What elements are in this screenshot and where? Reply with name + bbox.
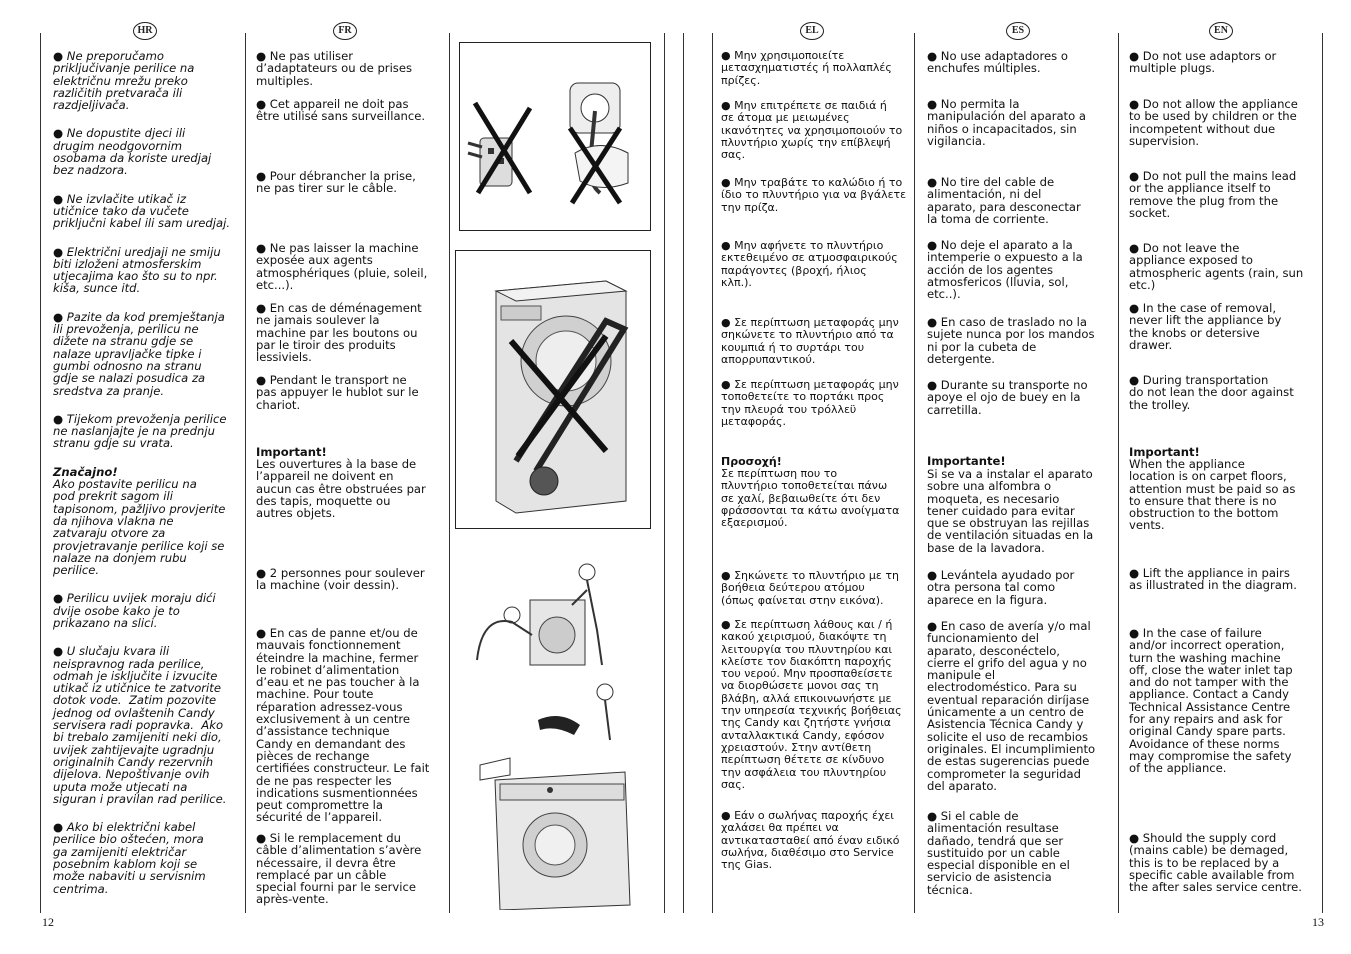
fr-paragraph: ● En cas de panne et/ou de mauvais fonctionnement éteindre la machine, fermer le robinet d’alimentation d’eau et ne pas toucher à la machine. Pour toute réparation adressez-vous exclusivement à un centre d’assistance technique Candy en demandant des pièces de rechange certifiées constructeur. Le fait de ne pas respecter les indications susmentionnées peut compromettre la sécurité de l’appareil.	[256, 626, 430, 825]
column-hr	[53, 50, 243, 895]
service-call-icon	[470, 680, 640, 910]
es-paragraph: ● Si el cable de alimentación resultase dañado, tendrá que ser sustituido por un cable especial disponible en el servicio de asistencia técnica.	[927, 809, 1070, 897]
en-paragraph: ● During transportation do not lean the door against the trolley.	[1129, 373, 1294, 412]
hr-important-text: Ako postavite perilicu na pod prekrit sagom ili tapisonom, pažljivo provjerite da njihova vlakna ne zatvaraju otvore za provjetravanje perilice koji se nalaze na donjem rubu perilice.	[53, 477, 226, 578]
fr-paragraph: ● Pour débrancher la prise, ne pas tirer sur le câble.	[256, 169, 416, 196]
hr-paragraph: ● U slučaju kvara ili neispravnog rada perilice, odmah je isključite i izvucite utikač iz utičnice te zatvorite dotok vode. Zatim pozovite jednog od ovlaštenih Candy servisera radi popravka. Ako bi trebalo zamijeniti neki dio, uvijek zahtijevajte ugradnju originalnih Candy rezervnih dijelova. Nepoštivanje ovih uputa može utjecati na siguran i pravilan rad perilice.	[53, 644, 227, 806]
el-important-text: Σε περίπτωση που το πλυντήριο τοποθετείται πάνω σε χαλί, βεβαιωθείτε ότι δεν φράσσονται τα κάτω ανοίγματα εξαερισμού.	[721, 467, 900, 530]
lang-badge-fr: FR	[333, 22, 357, 40]
es-important-text: Si se va a instalar el aparato sobre una alfombra o moqueta, es necesario tener cuidado para evitar que se obstruyan las rejillas de ventilación situadas en la base de la lavadora.	[927, 467, 1094, 555]
hr-paragraph: ● Ne preporučamo priključivanje perilice na električnu mrežu preko različitih pretvarača ili razdjeljivača.	[53, 49, 195, 113]
people-lifting-icon	[462, 560, 642, 680]
hr-important-title: Značajno!	[53, 464, 118, 479]
column-divider	[245, 33, 246, 913]
es-paragraph: ● Durante su transporte no apoye el ojo de buey en la carretilla.	[927, 378, 1088, 417]
column-divider	[40, 33, 41, 913]
el-paragraph: ● Μην τραβάτε το καλώδιο ή το ίδιο το πλυντήριο για να βγάλετε την πρίζα.	[721, 176, 907, 214]
en-important-title: Important!	[1129, 445, 1200, 459]
lang-badge-en: EN	[1209, 22, 1233, 40]
es-paragraph: ● No deje el aparato a la intemperie o expuesto a la acción de los agentes atmosfericos (lluvia, sol, etc..).	[927, 238, 1083, 302]
column-divider	[914, 33, 915, 913]
es-paragraph: ● En caso de avería y/o mal funcionamiento del aparato, desconéctelo, cierre el grifo del agua y no manipule el electrodoméstico. Para su eventual reparación diríjase únicamente a un centro de Asistencia Técnica Candy y solicite el uso de recambios originales. El incumplimiento de estas sugerencias puede comprometer la seguridad del aparato.	[927, 619, 1096, 793]
illustration-no-trolley	[455, 250, 651, 529]
en-paragraph: ● Do not use adaptors or multiple plugs.	[1129, 49, 1277, 76]
fr-paragraph: ● Ne pas utiliser d’adaptateurs ou de prises multiples.	[256, 49, 413, 88]
es-paragraph: ● En caso de traslado no la sujete nunca por los mandos ni por la cubeta de detergente.	[927, 315, 1095, 366]
fr-paragraph: ● Ne pas laisser la machine exposée aux agents atmosphériques (pluie, soleil, etc...).	[256, 241, 428, 292]
plug-adaptor-icon	[460, 43, 650, 230]
en-paragraph: ● Do not leave the appliance exposed to atmospheric agents (rain, sun etc.)	[1129, 241, 1304, 292]
column-divider	[712, 33, 713, 913]
es-paragraph: ● No permita la manipulación del aparato a niños o incapacitados, sin vigilancia.	[927, 97, 1086, 148]
es-important-title: Importante!	[927, 454, 1006, 468]
en-paragraph: ● Do not pull the mains lead or the appliance itself to remove the plug from the socket.	[1129, 169, 1297, 220]
el-paragraph: ● Σε περίπτωση μεταφοράς μην τοποθετείτε το πορτάκι προς την πλευρά του τρόλλεϋ μεταφοράς.	[721, 378, 899, 428]
en-paragraph: ● In the case of removal, never lift the appliance by the knobs or detersive drawer.	[1129, 301, 1282, 352]
el-paragraph: ● Μην αφήνετε το πλυντήριο εκτεθειμένο σε ατμοσφαιρικούς παράγοντες (βροχή, ήλιος κλπ.).	[721, 239, 898, 289]
es-paragraph: ● No tire del cable de alimentación, ni del aparato, para desconectar la toma de corriente.	[927, 175, 1081, 226]
illustration-call-service	[470, 680, 640, 910]
fr-paragraph: ● 2 personnes pour soulever la machine (voir dessin).	[256, 566, 425, 593]
en-paragraph: ● In the case of failure and/or incorrect operation, turn the washing machine off, close the water inlet tap and do not tamper with the appliance. Contact a Candy Technical Assistance Centre for any repairs and ask for original Candy spare parts. Avoidance of these norms may compromise the safety of the appliance.	[1129, 626, 1293, 776]
lang-badge-hr: HR	[133, 22, 157, 40]
hr-paragraph: ● Pazite da kod premještanja ili prevoženja, perilicu ne dižete na stranu gdje se nalaze upravljačke tipke i gumbi odnosno na stranu gdje se nalazi posudica za sredstva za pranje.	[53, 309, 225, 398]
en-paragraph: ● Lift the appliance in pairs as illustrated in the diagram.	[1129, 566, 1297, 593]
column-divider	[1118, 33, 1119, 913]
el-paragraph: ● Εάν ο σωλήνας παροχής έχει χαλάσει θα πρέπει να αντικατασταθεί από έναν ειδικό σωλήνα, διαθέσιμο στο Service της Gias.	[721, 809, 900, 872]
illustration-two-person-lift	[462, 560, 642, 680]
hr-paragraph: ● Perilicu uvijek moraju dići dvije osobe kako je to prikazano na slici.	[53, 591, 216, 630]
el-important-title: Προσοχή!	[721, 455, 782, 468]
hr-paragraph: ● Električni uredjaji ne smiju biti izloženi atmosferskim utjecajima kao što su to npr. kiša, sunce itd.	[53, 244, 221, 296]
fr-paragraph: ● Si le remplacement du câble d’alimentation s’avère nécessaire, il devra être remplacé par un câble special fourni par le service après-vente.	[256, 831, 422, 907]
hr-paragraph: ● Ako bi električni kabel perilice bio oštećen, mora ga zamijeniti električar posebnim kablom koji se može nabaviti u servisnim centrima.	[53, 820, 206, 896]
hr-paragraph: ● Ne dopustite djeci ili drugim neodgovornim osobama da koriste uredjaj bez nadzora.	[53, 126, 212, 178]
hr-paragraph: ● Tijekom prevoženja perilice ne naslanjajte je na prednju stranu gdje su vrata.	[53, 411, 227, 451]
page-number-right: 13	[1312, 915, 1324, 929]
el-paragraph: ● Σε περίπτωση μεταφοράς μην σηκώνετε το πλυντήριο από τα κουμπιά ή το συρτάρι του απορρυπαντικού.	[721, 316, 899, 366]
hr-paragraph: ● Ne izvlačite utikač iz utičnice tako da vučete priključni kabel ili sam uredjaj.	[53, 191, 231, 231]
fr-paragraph: ● En cas de déménagement ne jamais soulever la machine par les boutons ou par le tiroir des produits lessiviels.	[256, 301, 422, 365]
page-number-left: 12	[42, 915, 54, 929]
page-gutter-divider	[664, 33, 665, 913]
es-paragraph: ● Levántela ayudado por otra persona tal como aparece en la figura.	[927, 568, 1075, 607]
fr-important-text: Les ouvertures à la base de l’appareil ne doivent en aucun cas être obstruées par des tapis, moquette ou autres objets.	[256, 457, 426, 521]
en-paragraph: ● Do not allow the appliance to be used by children or the incompetent without due supervision.	[1129, 97, 1298, 148]
fr-paragraph: ● Cet appareil ne doit pas être utilisé sans surveillance.	[256, 97, 426, 124]
lang-badge-el: EL	[800, 22, 824, 40]
fr-paragraph: ● Pendant le transport ne pas appuyer le hublot sur le chariot.	[256, 373, 419, 412]
el-paragraph: ● Μην επιτρέπετε σε παιδιά ή σε άτομα με μειωμένες ικανότητες να χρησιμοποιούν το πλυντήριο χωρίς την επίβλεψή σας.	[721, 99, 903, 162]
el-paragraph: ● Μην χρησιμοποιείτε μετασχηματιστές ή πολλαπλές πρίζες.	[721, 49, 892, 87]
column-divider	[1322, 33, 1323, 913]
page-gutter-divider	[683, 33, 684, 913]
fr-important-title: Important!	[256, 445, 327, 459]
washing-machine-trolley-icon	[456, 251, 650, 528]
el-paragraph: ● Σε περίπτωση λάθους και / ή κακού χειρισμού, διακόψτε τη λειτουργία του πλυντηρίου και κλείστε τον διακόπτη παροχής του νερού. Μην προσπαθείσετε να διορθώσετε μονοι σας τη βλάβη, αλλά επικοινωνήστε με την υπηρεσία τεχνικής βοήθειας της Candy και ζητήστε γνήσια ανταλλακτικά Candy, εφόσον χρειαστούν. Στην αντίθετη περίπτωση θέτετε σε κίνδυνο την ασφάλεια του πλυντηρίου σας.	[721, 618, 902, 791]
lang-badge-es: ES	[1006, 22, 1030, 40]
column-divider	[449, 33, 450, 913]
es-paragraph: ● No use adaptadores o enchufes múltiples.	[927, 49, 1068, 76]
en-important-text: When the appliance location is on carpet floors, attention must be paid so as to ensure that there is no obstruction to the bottom vents.	[1129, 457, 1296, 533]
en-paragraph: ● Should the supply cord (mains cable) be demaged, this is to be replaced by a specific cable available from the after sales service centre.	[1129, 831, 1302, 895]
illustration-no-adaptor	[459, 42, 651, 231]
el-paragraph: ● Σηκώνετε το πλυντήριο με τη βοήθεια δεύτερου ατόμου (όπως φαίνεται στην εικόνα).	[721, 569, 899, 607]
